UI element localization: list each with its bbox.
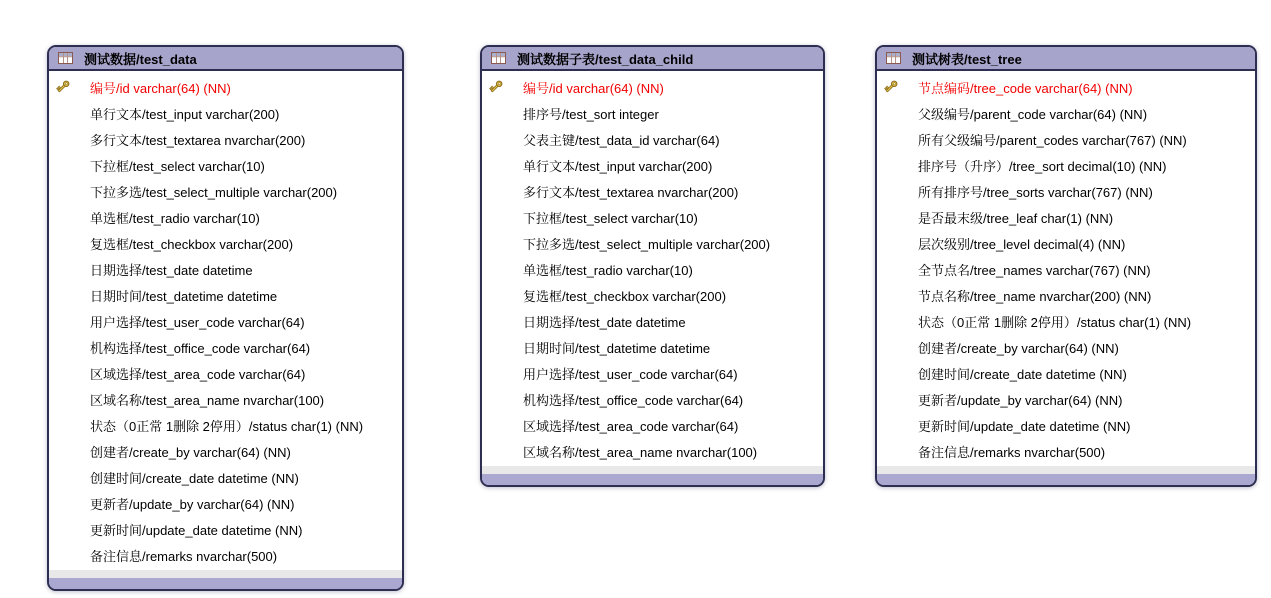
column-definition-text: 状态（0正常 1删除 2停用）/status char(1) (NN) <box>90 418 364 434</box>
column-definition-text: 区域名称/test_area_name nvarchar(100) <box>90 392 325 408</box>
column-row[interactable] <box>482 386 823 412</box>
entity-footer-bar <box>482 474 823 485</box>
entity-header[interactable] <box>877 47 1255 71</box>
column-row[interactable] <box>877 256 1255 282</box>
column-row[interactable] <box>482 204 823 230</box>
column-definition-text: 创建时间/create_date datetime (NN) <box>90 470 299 486</box>
column-definition-text: 用户选择/test_user_code varchar(64) <box>523 366 738 382</box>
column-definition-text: 单选框/test_radio varchar(10) <box>523 262 693 278</box>
column-definition-text: 用户选择/test_user_code varchar(64) <box>90 314 305 330</box>
entity-title: 测试树表/test_tree <box>912 51 1022 67</box>
primary-key-gutter <box>482 78 523 96</box>
column-row[interactable] <box>49 412 402 438</box>
entity-test-data-child[interactable] <box>480 45 825 487</box>
column-row[interactable] <box>49 308 402 334</box>
column-definition-text: 单选框/test_radio varchar(10) <box>90 210 260 226</box>
column-row[interactable] <box>877 204 1255 230</box>
column-definition-text: 节点编码/tree_code varchar(64) (NN) <box>918 80 1133 96</box>
column-row[interactable] <box>49 152 402 178</box>
column-definition-text: 单行文本/test_input varchar(200) <box>523 158 713 174</box>
column-row[interactable] <box>49 230 402 256</box>
column-definition-text: 机构选择/test_office_code varchar(64) <box>90 340 311 356</box>
column-row[interactable] <box>877 308 1255 334</box>
column-definition-text: 层次级别/tree_level decimal(4) (NN) <box>918 236 1126 252</box>
column-row[interactable] <box>49 100 402 126</box>
column-definition-text: 排序号/test_sort integer <box>523 106 659 122</box>
column-row-primary-key[interactable] <box>49 74 402 100</box>
entity-footer-bar <box>877 474 1255 485</box>
column-definition-text: 创建时间/create_date datetime (NN) <box>918 366 1127 382</box>
column-definition-text: 父级编号/parent_code varchar(64) (NN) <box>918 106 1148 122</box>
table-icon-slot <box>491 52 506 64</box>
primary-key-gutter <box>49 78 90 96</box>
column-row[interactable] <box>49 386 402 412</box>
table-icon-slot <box>886 52 901 64</box>
table-grid-icon <box>491 52 506 64</box>
column-definition-text: 区域选择/test_area_code varchar(64) <box>523 418 739 434</box>
column-row[interactable] <box>482 100 823 126</box>
entity-test-tree[interactable] <box>875 45 1257 487</box>
column-row[interactable] <box>877 360 1255 386</box>
column-row[interactable] <box>482 152 823 178</box>
entity-title: 测试数据子表/test_data_child <box>517 51 694 67</box>
column-definition-text: 多行文本/test_textarea nvarchar(200) <box>523 184 739 200</box>
column-row[interactable] <box>482 230 823 256</box>
scrollbar-strip <box>482 466 823 474</box>
column-definition-text: 单行文本/test_input varchar(200) <box>90 106 280 122</box>
column-row-primary-key[interactable] <box>482 74 823 100</box>
column-definition-text: 日期选择/test_date datetime <box>523 314 686 330</box>
column-row[interactable] <box>49 204 402 230</box>
column-row[interactable] <box>482 308 823 334</box>
column-definition-text: 下拉框/test_select varchar(10) <box>90 158 265 174</box>
entity-header[interactable] <box>482 47 823 71</box>
column-definition-text: 全节点名/tree_names varchar(767) (NN) <box>918 262 1151 278</box>
entity-column-list <box>877 71 1255 466</box>
table-icon-slot <box>58 52 73 64</box>
table-grid-icon <box>886 52 901 64</box>
column-definition-text: 区域选择/test_area_code varchar(64) <box>90 366 306 382</box>
entity-column-list <box>482 71 823 466</box>
column-definition-text: 区域名称/test_area_name nvarchar(100) <box>523 444 758 460</box>
column-row[interactable] <box>877 334 1255 360</box>
column-row[interactable] <box>877 230 1255 256</box>
entity-footer-bar <box>49 578 402 589</box>
column-definition-text: 节点名称/tree_name nvarchar(200) (NN) <box>918 288 1152 304</box>
column-row[interactable] <box>877 178 1255 204</box>
column-definition-text: 日期选择/test_date datetime <box>90 262 253 278</box>
column-row[interactable] <box>482 126 823 152</box>
column-row[interactable] <box>877 126 1255 152</box>
primary-key-icon <box>882 78 900 96</box>
column-row[interactable] <box>49 126 402 152</box>
column-definition-text: 更新时间/update_date datetime (NN) <box>918 418 1131 434</box>
column-row[interactable] <box>482 334 823 360</box>
column-definition-text: 状态（0正常 1删除 2停用）/status char(1) (NN) <box>918 314 1192 330</box>
column-definition-text: 所有父级编号/parent_codes varchar(767) (NN) <box>918 132 1187 148</box>
scrollbar-strip <box>49 570 402 578</box>
column-row[interactable] <box>877 438 1255 464</box>
column-row[interactable] <box>482 282 823 308</box>
entity-column-list <box>49 71 402 570</box>
column-definition-text: 复选框/test_checkbox varchar(200) <box>523 288 727 304</box>
column-row[interactable] <box>482 438 823 464</box>
column-definition-text: 备注信息/remarks nvarchar(500) <box>90 548 278 564</box>
column-definition-text: 复选框/test_checkbox varchar(200) <box>90 236 294 252</box>
column-definition-text: 下拉多选/test_select_multiple varchar(200) <box>90 184 338 200</box>
scrollbar-strip <box>877 466 1255 474</box>
column-definition-text: 更新者/update_by varchar(64) (NN) <box>90 496 295 512</box>
primary-key-gutter <box>877 78 918 96</box>
column-definition-text: 更新时间/update_date datetime (NN) <box>90 522 303 538</box>
column-definition-text: 备注信息/remarks nvarchar(500) <box>918 444 1106 460</box>
column-row[interactable] <box>49 464 402 490</box>
column-row[interactable] <box>877 152 1255 178</box>
column-row[interactable] <box>49 178 402 204</box>
column-definition-text: 日期时间/test_datetime datetime <box>90 288 278 304</box>
column-definition-text: 创建者/create_by varchar(64) (NN) <box>918 340 1119 356</box>
column-definition-text: 机构选择/test_office_code varchar(64) <box>523 392 744 408</box>
entity-title: 测试数据/test_data <box>84 51 197 67</box>
column-row[interactable] <box>877 100 1255 126</box>
column-row[interactable] <box>49 516 402 542</box>
column-row[interactable] <box>877 386 1255 412</box>
primary-key-icon <box>487 78 505 96</box>
column-row[interactable] <box>49 256 402 282</box>
column-definition-text: 多行文本/test_textarea nvarchar(200) <box>90 132 306 148</box>
column-row[interactable] <box>49 334 402 360</box>
column-row[interactable] <box>877 282 1255 308</box>
column-row[interactable] <box>877 412 1255 438</box>
column-row[interactable] <box>482 360 823 386</box>
column-row[interactable] <box>482 412 823 438</box>
column-definition-text: 编号/id varchar(64) (NN) <box>90 80 231 96</box>
column-definition-text: 所有排序号/tree_sorts varchar(767) (NN) <box>918 184 1153 200</box>
column-row[interactable] <box>482 178 823 204</box>
column-row[interactable] <box>49 542 402 568</box>
column-definition-text: 更新者/update_by varchar(64) (NN) <box>918 392 1123 408</box>
table-grid-icon <box>58 52 73 64</box>
primary-key-icon <box>54 78 72 96</box>
column-row-primary-key[interactable] <box>877 74 1255 100</box>
column-definition-text: 排序号（升序）/tree_sort decimal(10) (NN) <box>918 158 1167 174</box>
column-row[interactable] <box>49 438 402 464</box>
entity-header[interactable] <box>49 47 402 71</box>
column-definition-text: 是否最末级/tree_leaf char(1) (NN) <box>918 210 1114 226</box>
column-definition-text: 日期时间/test_datetime datetime <box>523 340 711 356</box>
column-row[interactable] <box>49 282 402 308</box>
column-definition-text: 下拉多选/test_select_multiple varchar(200) <box>523 236 771 252</box>
column-row[interactable] <box>482 256 823 282</box>
column-definition-text: 父表主键/test_data_id varchar(64) <box>523 132 720 148</box>
column-row[interactable] <box>49 490 402 516</box>
column-definition-text: 创建者/create_by varchar(64) (NN) <box>90 444 291 460</box>
column-definition-text: 编号/id varchar(64) (NN) <box>523 80 664 96</box>
entity-test-data[interactable] <box>47 45 404 591</box>
column-definition-text: 下拉框/test_select varchar(10) <box>523 210 698 226</box>
column-row[interactable] <box>49 360 402 386</box>
